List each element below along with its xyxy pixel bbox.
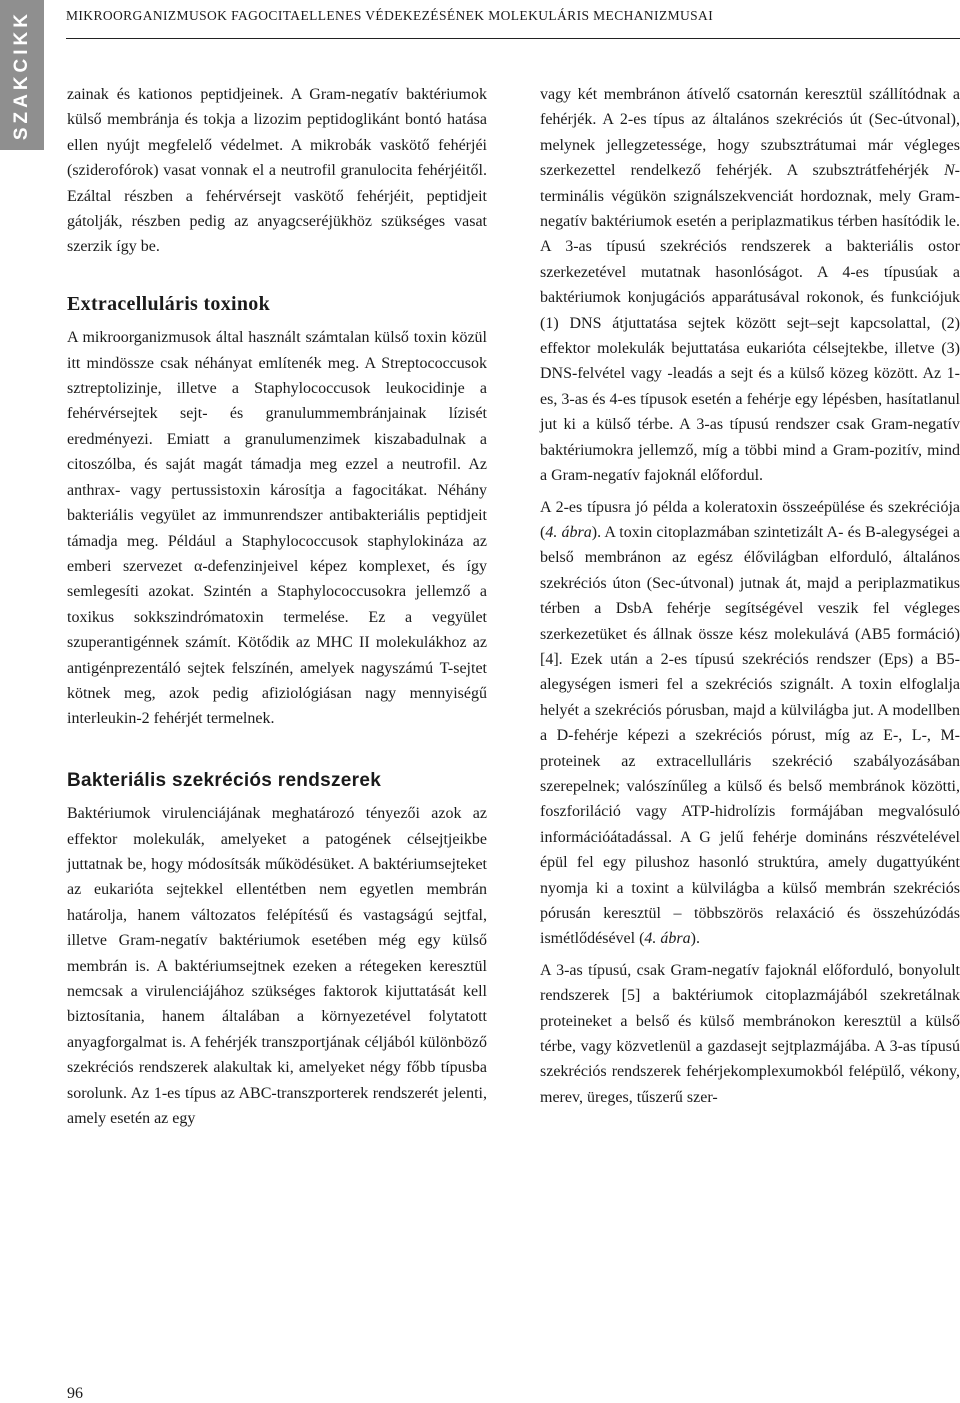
figure-reference: 4. ábra: [545, 523, 592, 541]
section-heading-secretion-systems: Bakteriális szekréciós rendszerek: [67, 769, 382, 791]
left-column: [67, 82, 487, 1137]
text-run: A 2-es típusra jó példa a koleratoxin összeépülése és szekréciója (: [540, 498, 960, 541]
text-run: -terminális végükön szignálszekvenciát hordoznak, mely Gram-negatív baktériumok esetén a periplazmatikus térben hasítódik le. A 3-as típusú szekréciós rendszerek a bakteriális ostor szerkezetével mutatnak hasonlóságot. A 4-es típusúak a baktériumok konjugációs apparátusával rokonok, és funkciójuk (1) DNS átjuttatása sejtek között sejt–sejt kapcsolattal, (2) effektor molekulák bejuttatása eukarióta célsejtekbe, illetve (3) DNS-felvétel vagy -leadás a sejt és a külső közeg között. Az 1-es, 3-as és 4-es típusok esetén a fehérje egy lépésben, hasítatlanul jut ki a külső térbe. A 3-as típusú rendszer csak Gram-negatív baktériumokra jellemző, míg a többi mind a Gram-pozitív, mind a Gram-negatív fajoknál előfordul.: [540, 162, 960, 485]
section-heading-extracellular-toxins: Extracelluláris toxinok: [67, 292, 271, 315]
page-number: 96: [67, 1385, 83, 1402]
italic-text: N: [944, 162, 955, 180]
paragraph: A mikroorganizmusok által használt számtalan külső toxin közül itt mindössze csak néhányat említenék meg. A Streptococcusok sztreptolizinje, illetve a Staphylococcusok leukocidinje a fehérvérsejtek sejt- és granulummembránjainak lízisét eredményezi. Emiatt a granulumenzimek kiszabadulnak a citoszólba, és saját magát támadja meg ezzel a neutrofil. Az anthrax- vagy pertussistoxin károsítja a fagocitákat. Néhány bakteriális vegyület az immunrendszer antibakteriális peptidjeit támadja meg. Például a Staphylococcusok staphylokináza az emberi szervezet α-defenzinjeivel képez komplexet, és így semlegesíti azokat. Szintén a Staphylococcusokra jellemző a toxikus sokkszindrómatoxin termelése. Ez a vegyület szuperantigénnek számít. Kötődik az MHC II molekulákhoz az antigénprezentáló sejtek felszínén, amelyek nagyszámú T-sejtet kötnek meg, azok pedig afiziológiásan nagy mennyiségű interleukin-2 fehérjét termelnek.: [67, 329, 487, 728]
section-tab: [0, 0, 44, 150]
header-divider: [66, 38, 960, 39]
running-header: MIKROORGANIZMUSOK FAGOCITAELLENES VÉDEKEZÉSÉNEK MOLEKULÁRIS MECHANIZMUSAI: [66, 8, 714, 23]
paragraph: [540, 82, 960, 489]
figure-reference: 4. ábra: [644, 930, 691, 948]
text-run: ).: [690, 930, 700, 948]
text-run: vagy két membránon átívelő csatornán keresztül szállítódnak a fehérjék. A 2-es típus az általános szekréciós út (Sec-útvonal), melynek jellegzetessége, hogy szubsztrátumai már végleges szerkezettel rendelkező fehérjék. A szubsztrátfehérjék: [540, 86, 960, 180]
text-run: ). A toxin citoplazmában szintetizált A- és B-alegységei a belső membránon az egész élővilágban elforduló, általános szekréciós úton (Sec-útvonal) jutnak át, majd a periplazmatikus térben a DsbA fehérje segítségével veszik fel végleges szerkezetüket és állnak össze kész molekulává (AB5 formáció) [4]. Ezek után a 2-es típusú szekréciós rendszer (Eps) a B5-alegységen ismeri fel a szekréciós szignált. A toxin elfoglalja helyét a szekréciós pórusban, majd a külvilágba jut. A modellben a D-fehérje képezi a szekréciós pórust, míg az E-, L-, M-proteinek az extracellulláris szekréció szabályozásában szerepelnek; valószínűleg a külső és belső membránok közötti, foszforiláció vagy ATP-hidrolízis formájában megvalósuló információátadással. A G jelű fehérje domináns részvételével épül fel egy pilushoz hasonló struktúra, amely dugattyúként nyomja ki a toxint a külvilágba a külső membrán szekréciós pórusán keresztül – többszörös relaxáció és összehúzódás ismétlődésével (: [540, 523, 960, 948]
paragraph: zainak és kationos peptidjeinek. A Gram-negatív baktériumok külső membránja és tokja a lizozim peptidoglikánt bontó hatása ellen nyújt megfelelő védelmet. A mikrobák vaskötő fehérjéi (sziderofórok) vasat vonnak el a neutrofil granulocita fehérjéitől. Ezáltal részben a fehérvérsejt vaskötő fehérjéit, peptidjeit gátolják, részben pedig az anyagcseréjükhöz szükséges vasat szerzik így be.: [67, 86, 487, 256]
right-column: [540, 82, 960, 1116]
paragraph: [540, 495, 960, 952]
paragraph: Baktériumok virulenciájának meghatározó tényezői azok az effektor molekulák, amelyeket a patogének célsejtjeikbe juttatnak be, hogy módosítsák működésüket. A baktériumsejteket az eukarióta sejtekkel ellentétben nem egyetlen membrán határolja, hanem változatos felépítésű és vastagságú sejtfal, illetve Gram-negatív baktériumok esetében még egy külső membrán is. A baktériumsejtnek ezeken a rétegeken keresztül nemcsak a virulenciájához szükséges faktorok kijuttatását kell biztosítania, hanem általában a környezetével folytatott anyagforgalmat is. A fehérjék transzportjának céljából különböző szekréciós rendszerek alakultak ki, amelyeket négy főbb típusba sorolunk. Az 1-es típus az ABC-transzporterek rendszerét jelenti, amely esetén az egy: [67, 805, 487, 1128]
section-tab-label: SZAKCIKK: [11, 9, 32, 141]
paragraph: A 3-as típusú, csak Gram-negatív fajoknál előforduló, bonyolult rendszerek [5] a baktériumok citoplazmájából szekretálnak proteineket a belső és külső membránokon keresztül a külső térbe, vagy közvetlenül a gazdasejt sejtplazmájába. A 3-as típusú szekréciós rendszerek fehérjekomplexumokból felépülő, vékony, merev, üreges, tűszerű szer-: [540, 961, 960, 1106]
